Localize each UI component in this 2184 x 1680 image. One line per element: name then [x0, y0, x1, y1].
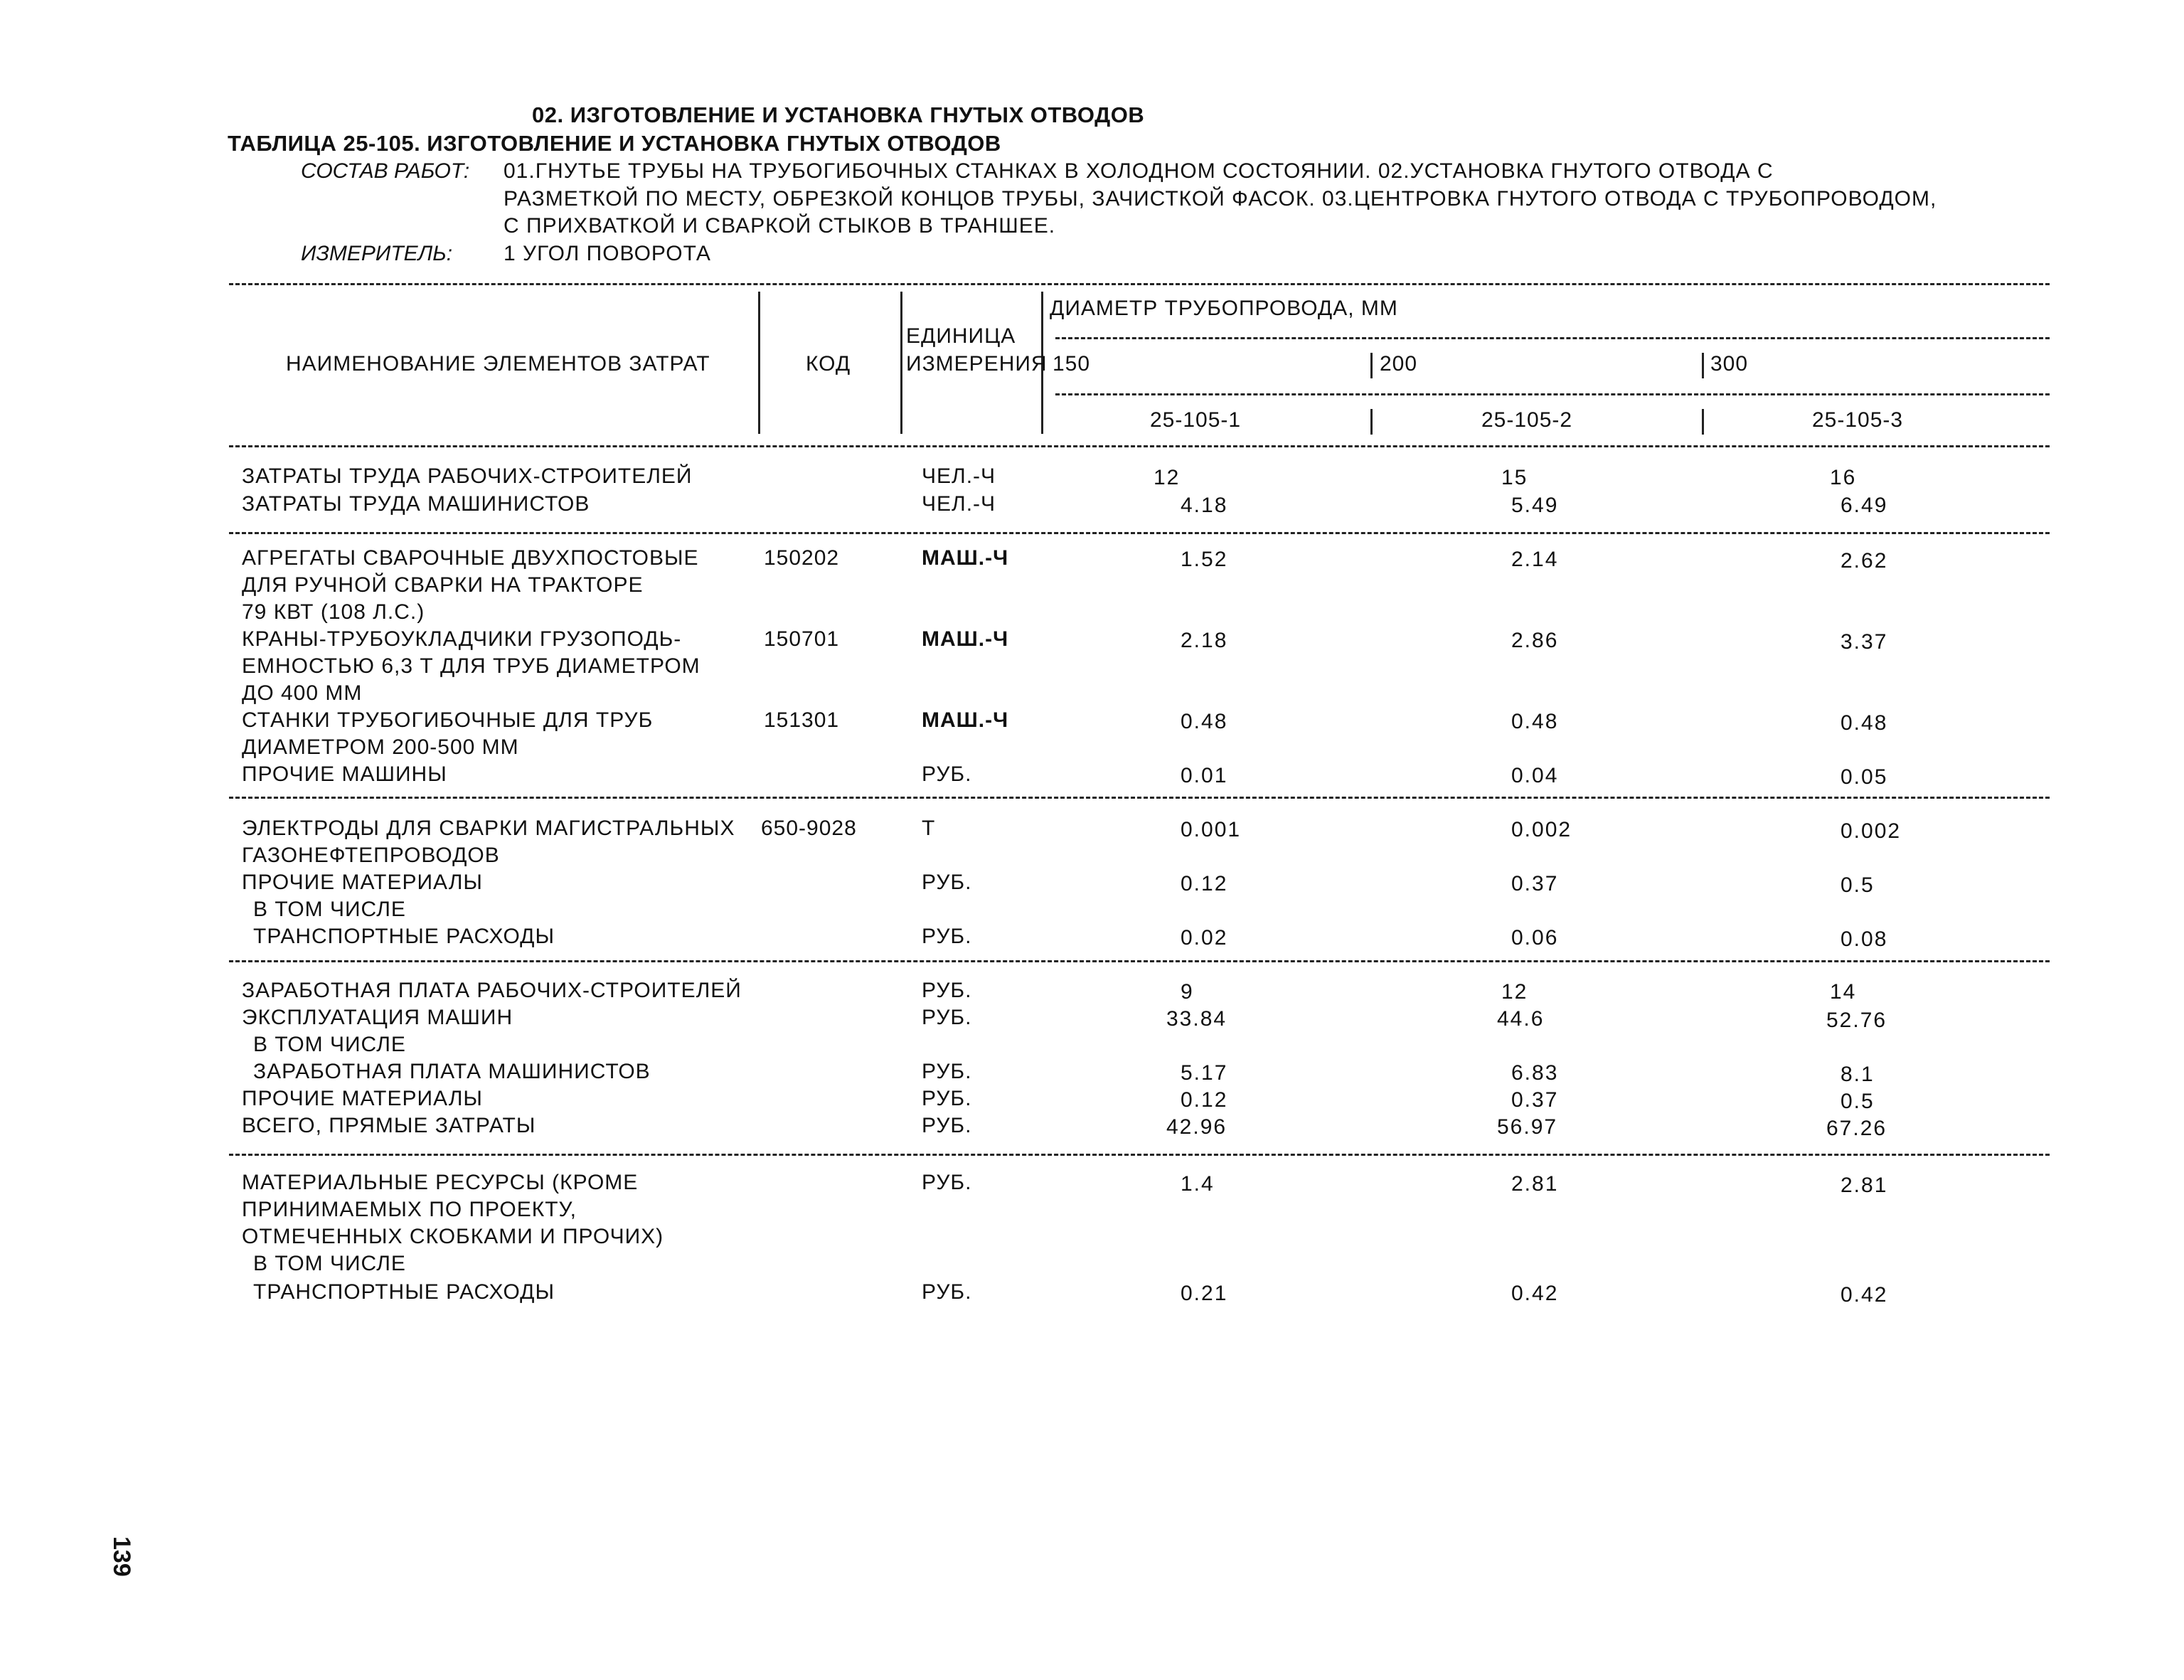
vbar-c3	[1702, 409, 1704, 435]
row-name: ПРОЧИЕ МАТЕРИАЛЫ	[242, 1087, 483, 1110]
row-value: 4.18	[1181, 494, 1228, 517]
row-name: ЭКСПЛУАТАЦИЯ МАШИН	[242, 1006, 513, 1029]
row-unit: РУБ.	[922, 1114, 972, 1137]
row-value: 15	[1501, 466, 1528, 489]
row-value: 6.49	[1841, 494, 1888, 517]
row-value: 0.12	[1181, 872, 1228, 895]
row-value: 0.48	[1181, 710, 1228, 733]
row-name: ДО 400 ММ	[242, 681, 363, 705]
vbar-d200	[1370, 353, 1373, 378]
row-name: ПРИНИМАЕМЫХ ПО ПРОЕКТУ,	[242, 1198, 577, 1221]
row-value: 0.002	[1841, 819, 1902, 843]
row-value: 2.62	[1841, 549, 1888, 573]
row-value: 0.48	[1511, 710, 1559, 733]
row-value: 0.12	[1181, 1088, 1228, 1112]
col-name-header: НАИМЕНОВАНИЕ ЭЛЕМЕНТОВ ЗАТРАТ	[286, 352, 710, 376]
col-unit-header-2: ИЗМЕРЕНИЯ	[906, 352, 1048, 376]
rule-diameter	[1055, 337, 2050, 339]
row-value: 9	[1181, 980, 1194, 1004]
code-col-2: 25-105-2	[1481, 408, 1573, 432]
row-value: 0.5	[1841, 873, 1875, 897]
row-value: 2.18	[1181, 629, 1228, 652]
row-value: 44.6	[1497, 1007, 1545, 1031]
row-value: 12	[1154, 466, 1181, 489]
row-unit: РУБ.	[922, 1171, 972, 1194]
row-value: 0.37	[1511, 1088, 1559, 1112]
row-value: 0.01	[1181, 764, 1228, 787]
row-value: 0.05	[1841, 765, 1888, 789]
row-value: 0.42	[1511, 1282, 1559, 1305]
col-unit-header-1: ЕДИНИЦА	[906, 324, 1016, 348]
row-unit: ЧЕЛ.-Ч	[922, 492, 996, 516]
row-code: 150202	[764, 546, 840, 570]
row-name: ЕМНОСТЬЮ 6,3 Т ДЛЯ ТРУБ ДИАМЕТРОМ	[242, 654, 701, 678]
row-unit: РУБ.	[922, 871, 972, 894]
diameter-200: 200	[1380, 352, 1418, 376]
row-unit: МАШ.-Ч	[922, 708, 1009, 732]
col-code-header: КОД	[806, 352, 851, 376]
diameter-150: 150	[1053, 352, 1091, 376]
row-value: 6.83	[1511, 1061, 1559, 1085]
row-value: 0.06	[1511, 926, 1559, 950]
row-unit: РУБ.	[922, 925, 972, 948]
row-name: ТРАНСПОРТНЫЕ РАСХОДЫ	[253, 1280, 555, 1304]
row-name: ОТМЕЧЕННЫХ СКОБКАМИ И ПРОЧИХ)	[242, 1225, 664, 1248]
row-name: 79 КВТ (108 Л.С.)	[242, 600, 425, 624]
diameter-header: ДИАМЕТР ТРУБОПРОВОДА, ММ	[1050, 297, 1398, 320]
row-value: 0.001	[1181, 818, 1242, 841]
row-name: ГАЗОНЕФТЕПРОВОДОВ	[242, 844, 500, 867]
row-name: КРАНЫ-ТРУБОУКЛАДЧИКИ ГРУЗОПОДЬ-	[242, 627, 682, 651]
row-value: 52.76	[1826, 1009, 1887, 1032]
row-unit: ЧЕЛ.-Ч	[922, 464, 996, 488]
rule-group-3	[229, 960, 2050, 962]
row-value: 42.96	[1166, 1115, 1227, 1139]
vbar-d300	[1702, 353, 1704, 378]
row-value: 16	[1830, 466, 1857, 489]
row-value: 0.42	[1841, 1283, 1888, 1307]
measure-label: ИЗМЕРИТЕЛЬ:	[301, 242, 453, 265]
row-name: В ТОМ ЧИСЛЕ	[253, 898, 406, 921]
row-name: ПРОЧИЕ МАТЕРИАЛЫ	[242, 871, 483, 894]
measure-value: 1 УГОЛ ПОВОРОТА	[504, 242, 711, 265]
row-unit: РУБ.	[922, 1280, 972, 1304]
row-name: СТАНКИ ТРУБОГИБОЧНЫЕ ДЛЯ ТРУБ	[242, 708, 654, 732]
row-code: 650-9028	[761, 817, 857, 840]
row-value: 1.52	[1181, 548, 1228, 571]
row-value: 0.02	[1181, 926, 1228, 950]
row-value: 0.37	[1511, 872, 1559, 895]
row-unit: Т	[922, 817, 936, 840]
vbar-1	[758, 292, 760, 434]
row-name: ЭЛЕКТРОДЫ ДЛЯ СВАРКИ МАГИСТРАЛЬНЫХ	[242, 817, 735, 840]
rule-group-4	[229, 1154, 2050, 1156]
row-value: 0.002	[1511, 818, 1572, 841]
row-value: 12	[1501, 980, 1528, 1004]
row-unit: РУБ.	[922, 1087, 972, 1110]
row-value: 0.48	[1841, 711, 1888, 735]
row-name: ЗАРАБОТНАЯ ПЛАТА МАШИНИСТОВ	[253, 1060, 651, 1083]
row-unit: РУБ.	[922, 979, 972, 1002]
rule-group-2	[229, 797, 2050, 799]
row-unit: РУБ.	[922, 1006, 972, 1029]
rule-top	[229, 283, 2050, 285]
vbar-c2	[1370, 409, 1373, 435]
row-value: 0.5	[1841, 1090, 1875, 1113]
row-value: 56.97	[1497, 1115, 1558, 1139]
table-title: ТАБЛИЦА 25-105. ИЗГОТОВЛЕНИЕ И УСТАНОВКА ГНУТЫХ ОТВОДОВ	[228, 131, 1001, 156]
row-name: ПРОЧИЕ МАШИНЫ	[242, 762, 447, 786]
row-unit: РУБ.	[922, 762, 972, 786]
row-value: 67.26	[1826, 1117, 1887, 1140]
row-name: В ТОМ ЧИСЛЕ	[253, 1033, 406, 1056]
rule-codes	[1055, 393, 2050, 395]
row-value: 2.81	[1511, 1172, 1559, 1196]
section-title: 02. ИЗГОТОВЛЕНИЕ И УСТАНОВКА ГНУТЫХ ОТВОДОВ	[532, 102, 1145, 127]
row-value: 5.49	[1511, 494, 1559, 517]
page-number: 139	[108, 1536, 135, 1577]
rule-head-bottom	[229, 445, 2050, 447]
row-value: 33.84	[1166, 1007, 1227, 1031]
row-name: В ТОМ ЧИСЛЕ	[253, 1252, 406, 1275]
row-value: 2.81	[1841, 1174, 1888, 1197]
row-unit: МАШ.-Ч	[922, 546, 1009, 570]
row-value: 0.04	[1511, 764, 1559, 787]
row-name: ДИАМЕТРОМ 200-500 ММ	[242, 735, 519, 759]
row-value: 2.86	[1511, 629, 1559, 652]
row-value: 3.37	[1841, 630, 1888, 654]
row-name: ТРАНСПОРТНЫЕ РАСХОДЫ	[253, 925, 555, 948]
row-code: 151301	[764, 708, 840, 732]
row-name: ЗАРАБОТНАЯ ПЛАТА РАБОЧИХ-СТРОИТЕЛЕЙ	[242, 979, 742, 1002]
code-col-3: 25-105-3	[1812, 408, 1904, 432]
row-value: 14	[1830, 980, 1857, 1004]
work-line-2: РАЗМЕТКОЙ ПО МЕСТУ, ОБРЕЗКОЙ КОНЦОВ ТРУБЫ, ЗАЧИСТКОЙ ФАСОК. 03.ЦЕНТРОВКА ГНУТОГО ОТВОДА С ТРУБОПРОВОДОМ,	[504, 187, 1937, 211]
row-code: 150701	[764, 627, 840, 651]
row-unit: МАШ.-Ч	[922, 627, 1009, 651]
vbar-2	[900, 292, 902, 434]
row-name: ВСЕГО, ПРЯМЫЕ ЗАТРАТЫ	[242, 1114, 536, 1137]
work-label: СОСТАВ РАБОТ:	[301, 159, 470, 183]
row-value: 2.14	[1511, 548, 1559, 571]
row-value: 1.4	[1181, 1172, 1215, 1196]
work-line-3: С ПРИХВАТКОЙ И СВАРКОЙ СТЫКОВ В ТРАНШЕЕ.	[504, 214, 1056, 238]
row-name: ЗАТРАТЫ ТРУДА МАШИНИСТОВ	[242, 492, 590, 516]
rule-group-1	[229, 532, 2050, 534]
row-unit: РУБ.	[922, 1060, 972, 1083]
row-value: 0.08	[1841, 927, 1888, 951]
row-value: 8.1	[1841, 1063, 1875, 1086]
diameter-300: 300	[1710, 352, 1749, 376]
code-col-1: 25-105-1	[1150, 408, 1242, 432]
row-name: МАТЕРИАЛЬНЫЕ РЕСУРСЫ (КРОМЕ	[242, 1171, 639, 1194]
row-value: 0.21	[1181, 1282, 1228, 1305]
row-name: ЗАТРАТЫ ТРУДА РАБОЧИХ-СТРОИТЕЛЕЙ	[242, 464, 693, 488]
work-line-1: 01.ГНУТЬЕ ТРУБЫ НА ТРУБОГИБОЧНЫХ СТАНКАХ В ХОЛОДНОМ СОСТОЯНИИ. 02.УСТАНОВКА ГНУТОГО ОТВОДА С	[504, 159, 1774, 183]
row-value: 5.17	[1181, 1061, 1228, 1085]
row-name: АГРЕГАТЫ СВАРОЧНЫЕ ДВУХПОСТОВЫЕ	[242, 546, 699, 570]
row-name: ДЛЯ РУЧНОЙ СВАРКИ НА ТРАКТОРЕ	[242, 573, 644, 597]
